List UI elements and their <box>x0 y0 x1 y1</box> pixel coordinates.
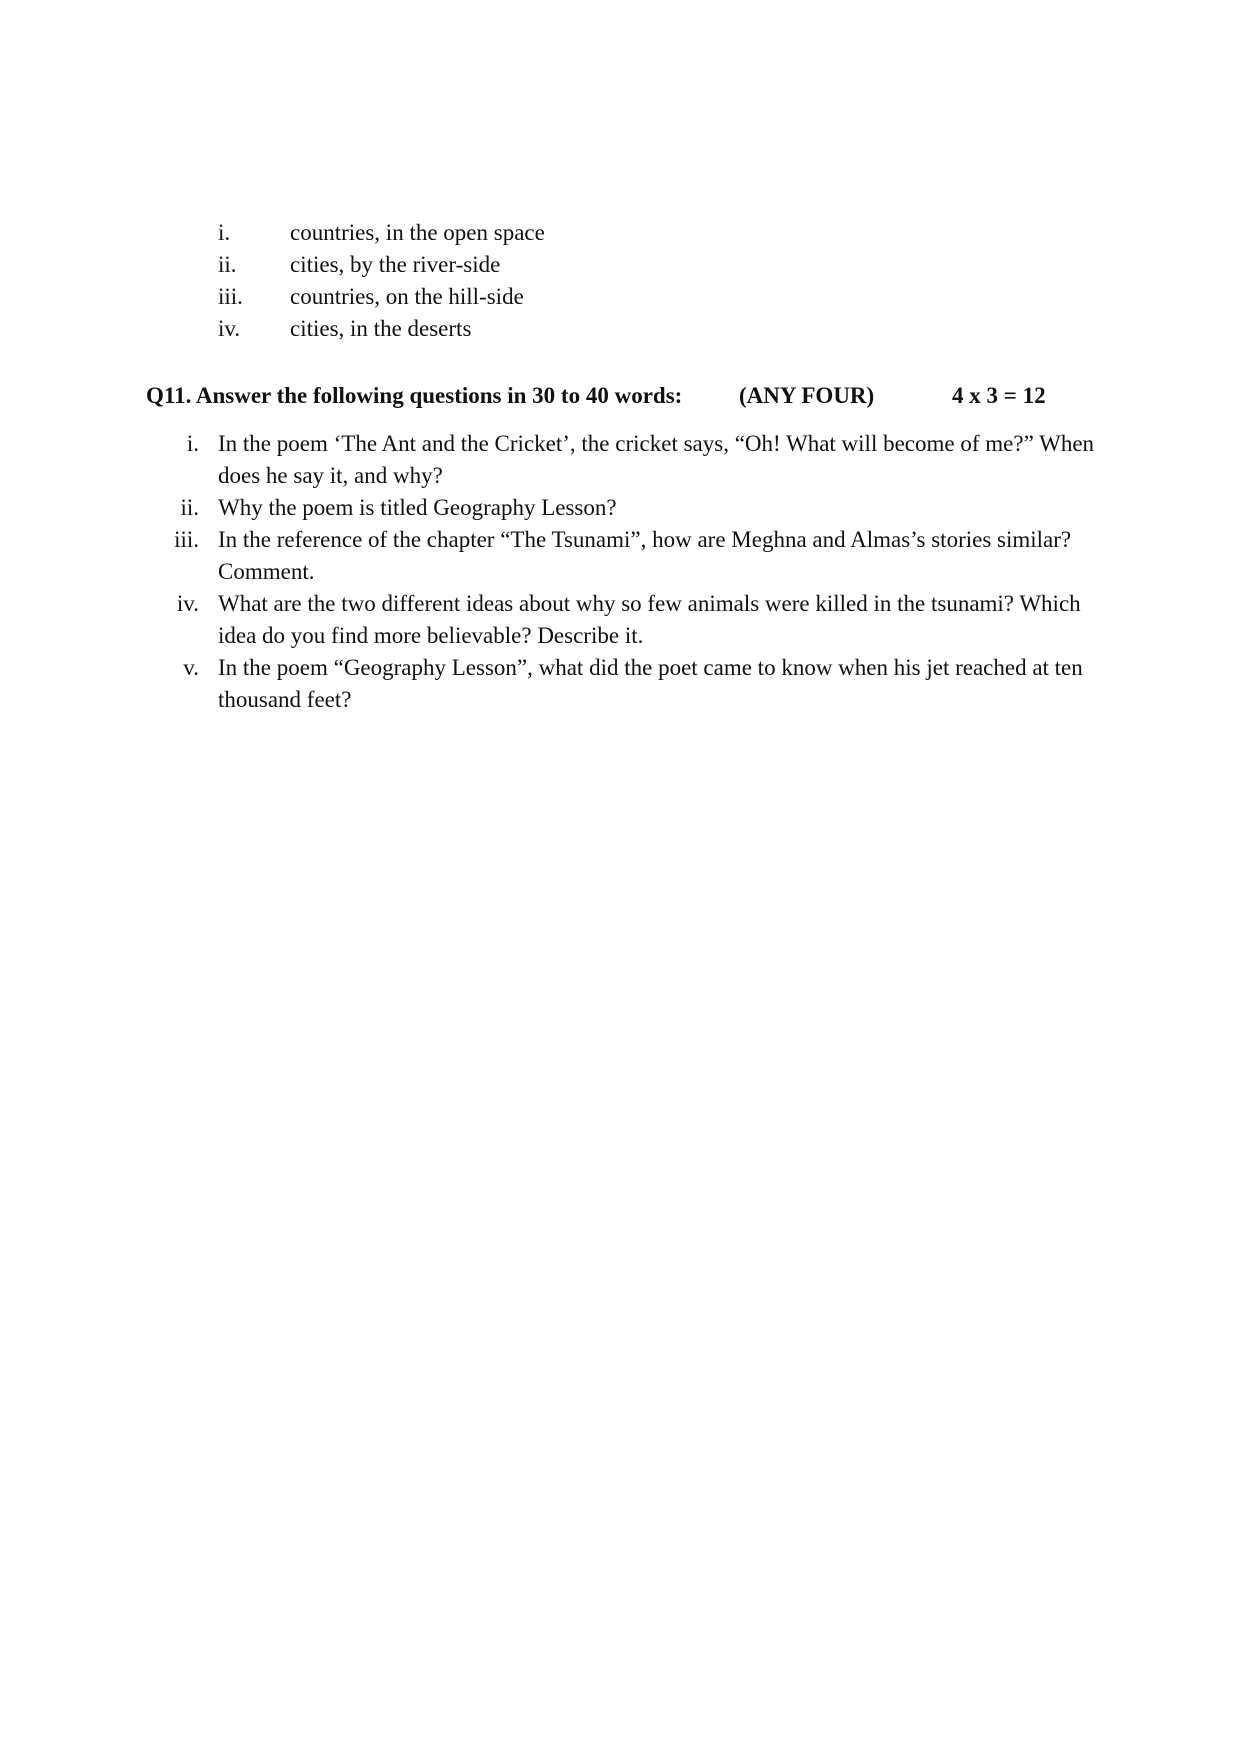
sub-question-number: ii. <box>180 495 199 520</box>
option-text: cities, by the river-side <box>290 252 501 277</box>
sub-question-text: In the reference of the chapter “The Tsunami”, how are Meghna and Almas’s stories similar? Comment. <box>218 527 1072 584</box>
option-number: iv. <box>218 316 241 341</box>
question-marks: 4 x 3 = 12 <box>952 383 1046 408</box>
option-number: ii. <box>218 252 237 277</box>
option-number: i. <box>218 220 231 245</box>
question-text: Q11. Answer the following questions in 30 to 40 words: <box>146 383 683 408</box>
sub-question-text: In the poem ‘The Ant and the Cricket’, the cricket says, “Oh! What will become of me?” When does he say it, and why? <box>218 431 1095 488</box>
sub-question-text: In the poem “Geography Lesson”, what did the poet came to know when his jet reached at ten thousand feet? <box>218 655 1083 712</box>
sub-question-number: iv. <box>176 591 199 616</box>
sub-question-number: iii. <box>174 527 199 552</box>
question-heading <box>146 380 1096 412</box>
option-text: countries, in the open space <box>290 220 545 245</box>
option-text: cities, in the deserts <box>290 316 472 341</box>
question-choice-note: (ANY FOUR) <box>739 383 875 408</box>
sub-question-number: i. <box>186 431 199 456</box>
sub-question-text: What are the two different ideas about why so few animals were killed in the tsunami? Which idea do you find more believable? Describe it. <box>218 591 1081 648</box>
option-text: countries, on the hill-side <box>290 284 524 309</box>
sub-question-text: Why the poem is titled Geography Lesson? <box>218 495 617 520</box>
sub-question-number: v. <box>183 655 199 680</box>
option-number: iii. <box>218 284 243 309</box>
